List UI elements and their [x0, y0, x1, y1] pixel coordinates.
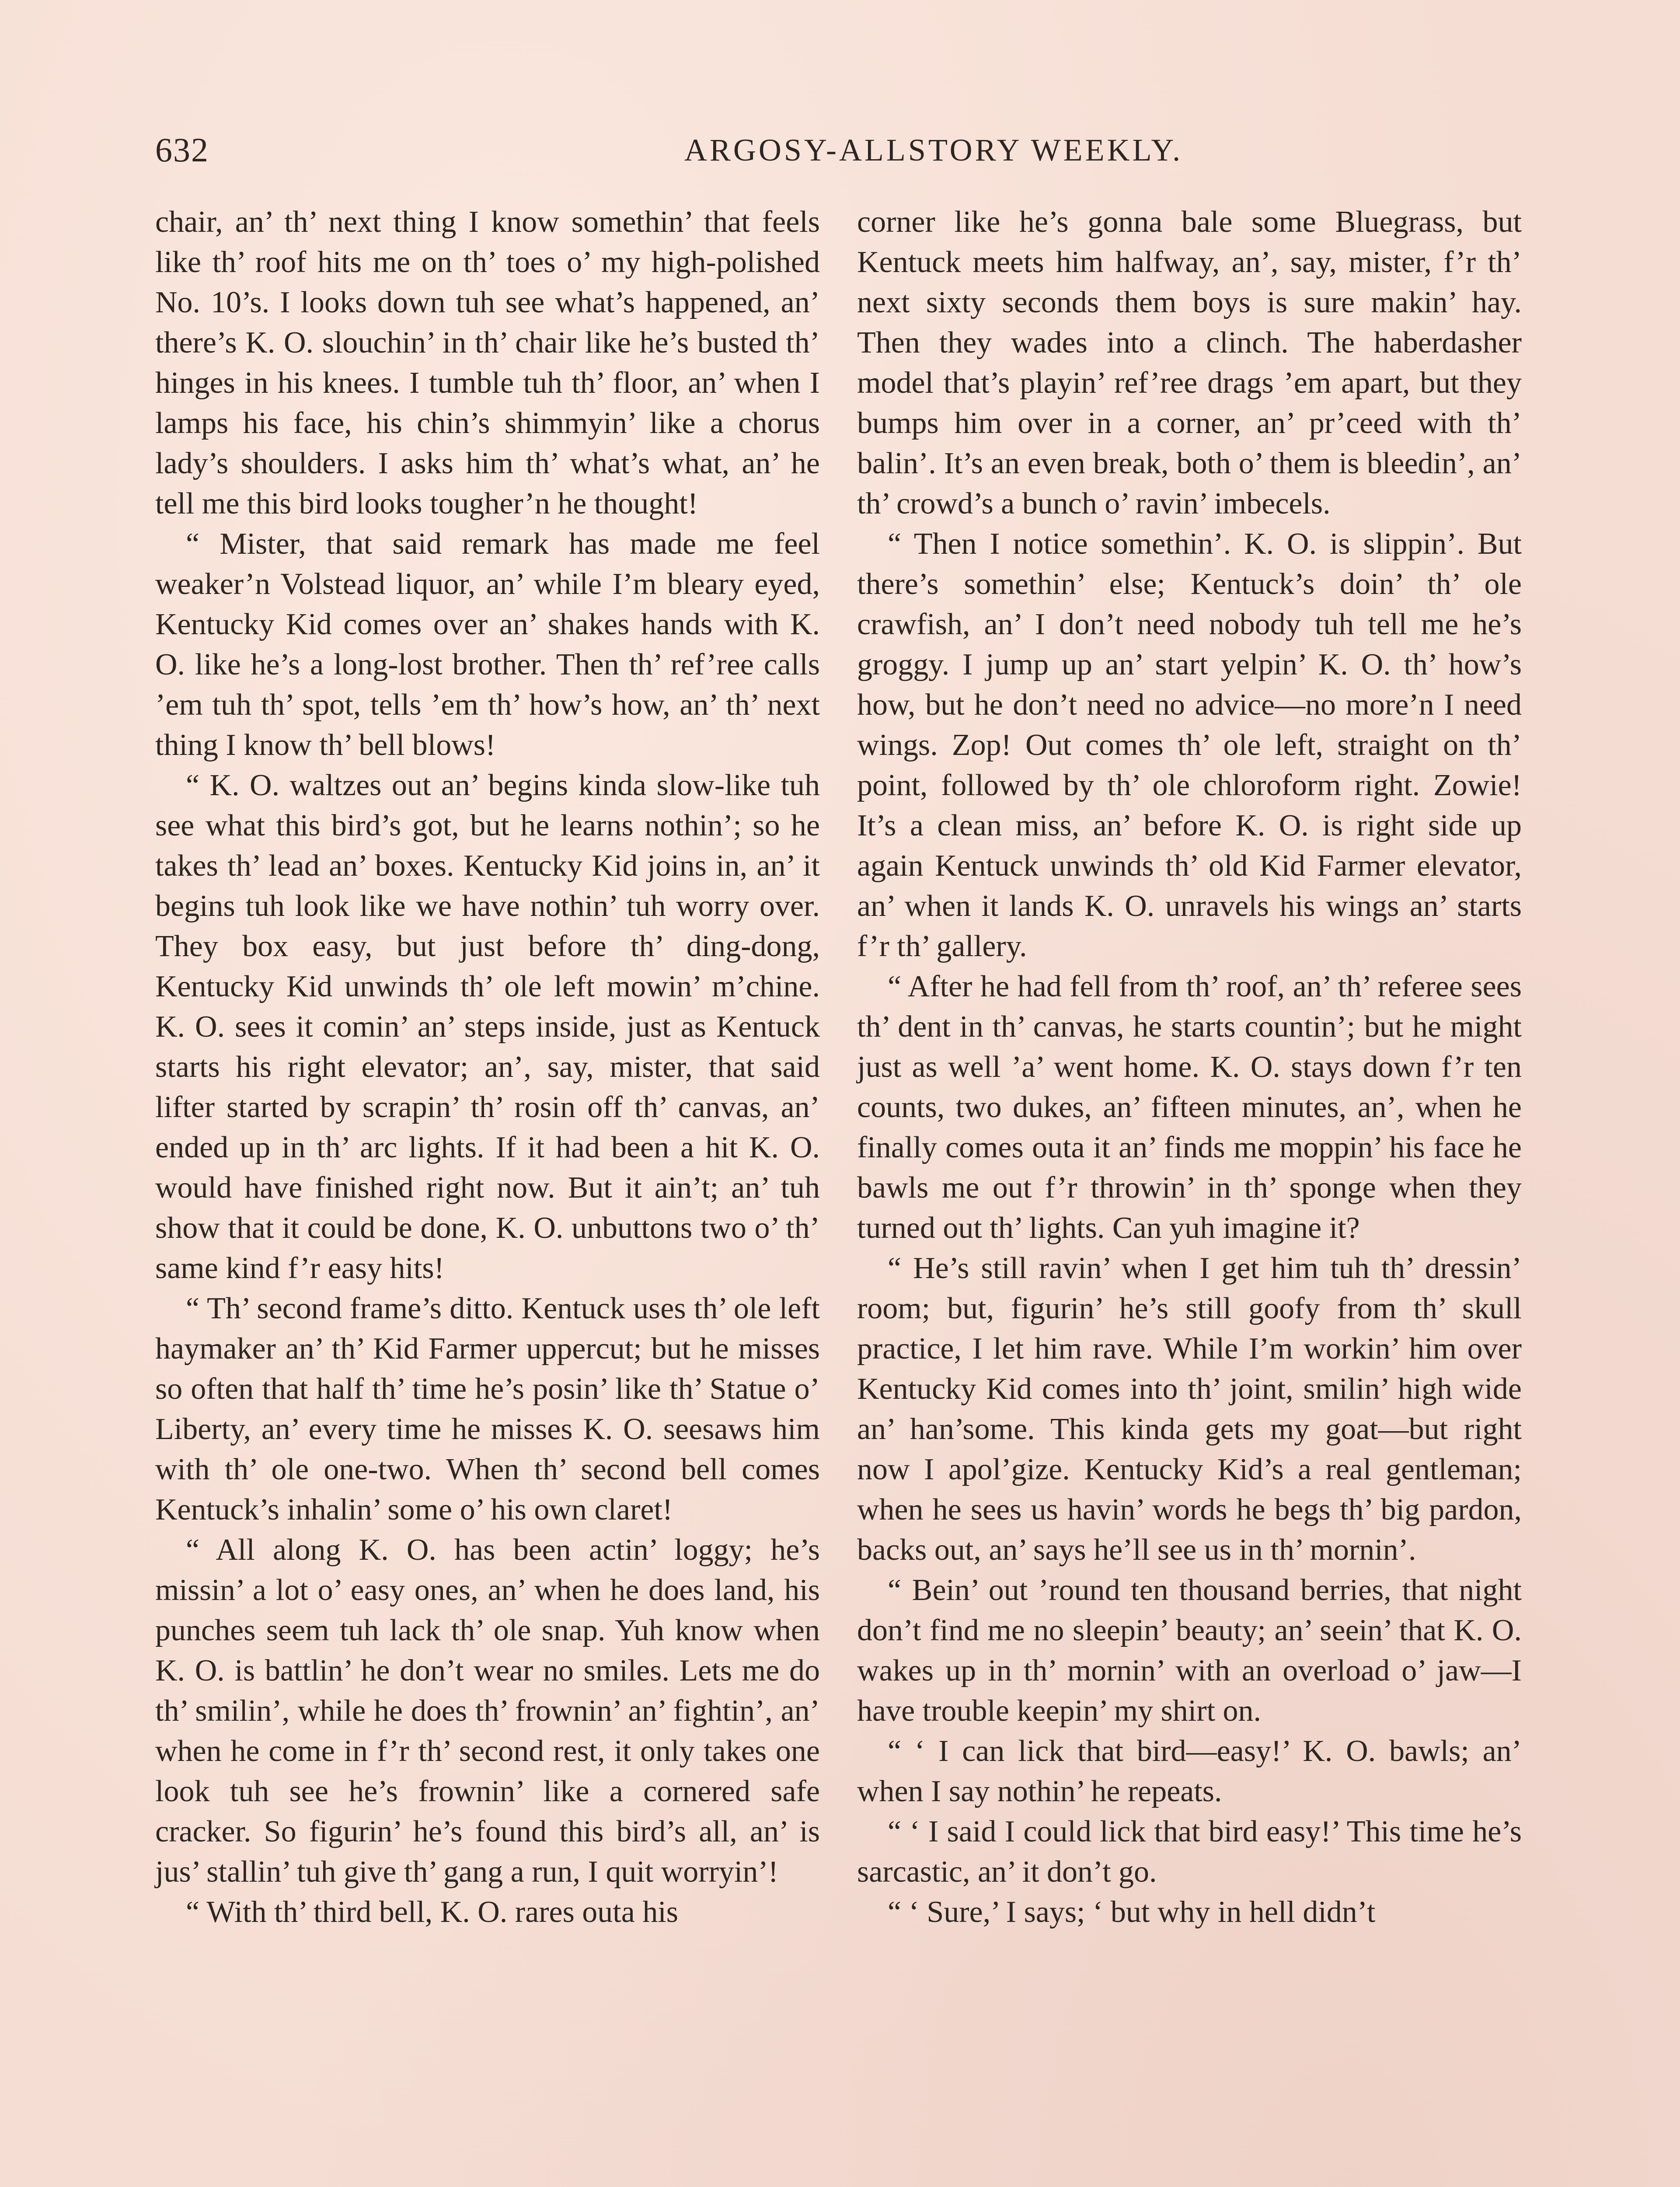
paragraph: “ After he had fell from th’ roof, an’ th’ referee sees th’ dent in th’ canvas, he starts countin’; but he might just as well ’a’ went home. K. O. stays down f’r ten counts, two dukes, an’ fifteen minutes, an’, when he finally comes outa it an’ finds me moppin’ his face he bawls me out f’r throwin’ in th’ sponge when they turned out th’ lights. Can yuh imagine it? [857, 970, 1522, 1245]
paragraph: “ ‘ Sure,’ I says; ‘ but why in hell didn’t [888, 1895, 1376, 1929]
paragraph: “ Then I notice somethin’. K. O. is slippin’. But there’s somethin’ else; Kentuck’s doin’ th’ ole crawfish, an’ I don’t need nobody tuh tell me he’s groggy. I jump up an’ start yelpin’ K. O. th’ how’s how, but he don’t need no advice—no more’n I need wings. Zop! Out comes th’ ole left, straight on th’ point, followed by th’ ole chloroform right. Zowie! It’s a clean miss, an’ before K. O. is right side up again Kentuck unwinds th’ old Kid Farmer elevator, an’ when it lands K. O. unravels his wings an’ starts f’r th’ gallery. [857, 527, 1522, 963]
right-column [857, 202, 1522, 1932]
running-title: ARGOSY-ALLSTORY WEEKLY. [684, 133, 1183, 168]
paragraph: “ Bein’ out ’round ten thousand berries, that night don’t find me no sleepin’ beauty; an’ seein’ that K. O. wakes up in th’ mornin’ with an overload o’ jaw—I have trouble keepin’ my shirt on. [857, 1573, 1522, 1728]
paragraph: “ With th’ third bell, K. O. rares outa his [186, 1895, 679, 1929]
paragraph: “ K. O. waltzes out an’ begins kinda slow-like tuh see what this bird’s got, but he learns nothin’; so he takes th’ lead an’ boxes. Kentucky Kid joins in, an’ it begins tuh look like we have nothin’ tuh worry over. They box easy, but just before th’ ding-dong, Kentucky Kid unwinds th’ ole left mowin’ m’chine. K. O. sees it comin’ an’ steps inside, just as Kentuck starts his right elevator; an’, say, mister, that said lifter started by scrapin’ th’ rosin off th’ canvas, an’ ended up in th’ arc lights. If it had been a hit K. O. would have finished right now. But it ain’t; an’ tuh show that it could be done, K. O. unbuttons two o’ th’ same kind f’r easy hits! [155, 769, 820, 1285]
paragraph: “ He’s still ravin’ when I get him tuh th’ dressin’ room; but, figurin’ he’s still goofy from th’ skull practice, I let him rave. While I’m workin’ him over Kentucky Kid comes into th’ joint, smilin’ high wide an’ han’some. This kinda gets my goat—but right now I apol’gize. Kentucky Kid’s a real gentleman; when he sees us havin’ words he begs th’ big pardon, backs out, an’ says he’ll see us in th’ mornin’. [857, 1251, 1522, 1567]
paragraph: “ ‘ I can lick that bird—easy!’ K. O. bawls; an’ when I say nothin’ he repeats. [857, 1734, 1522, 1808]
paragraph: corner like he’s gonna bale some Bluegrass, but Kentuck meets him halfway, an’, say, mister, f’r th’ next sixty seconds them boys is sure makin’ hay. Then they wades into a clinch. The haberdasher model that’s playin’ ref’ree drags ’em apart, but they bumps him over in a corner, an’ pr’ceed with th’ balin’. It’s an even break, both o’ them is bleedin’, an’ th’ crowd’s a bunch o’ ravin’ imbecels. [857, 205, 1522, 521]
paragraph: “ Th’ second frame’s ditto. Kentuck uses th’ ole left haymaker an’ th’ Kid Farmer uppercut; but he misses so often that half th’ time he’s posin’ like th’ Statue o’ Liberty, an’ every time he misses K. O. seesaws him with th’ ole one-two. When th’ second bell comes Kentuck’s inhalin’ some o’ his own claret! [155, 1292, 820, 1527]
page-header [155, 126, 1520, 174]
paragraph: chair, an’ th’ next thing I know somethin’ that feels like th’ roof hits me on th’ toes o’ my high-polished No. 10’s. I looks down tuh see what’s happened, an’ there’s K. O. slouchin’ in th’ chair like he’s busted th’ hinges in his knees. I tumble tuh th’ floor, an’ when I lamps his face, his chin’s shimmyin’ like a chorus lady’s shoulders. I asks him th’ what’s what, an’ he tell me this bird looks tougher’n he thought! [155, 205, 820, 521]
paragraph: “ All along K. O. has been actin’ loggy; he’s missin’ a lot o’ easy ones, an’ when he does land, his punches seem tuh lack th’ ole snap. Yuh know when K. O. is battlin’ he don’t wear no smiles. Lets me do th’ smilin’, while he does th’ frownin’ an’ fightin’, an’ when he come in f’r th’ second rest, it only takes one look tuh see he’s frownin’ like a cornered safe cracker. So figurin’ he’s found this bird’s all, an’ is jus’ stallin’ tuh give th’ gang a run, I quit worryin’! [155, 1533, 820, 1889]
paragraph: “ ‘ I said I could lick that bird easy!’ This time he’s sarcastic, an’ it don’t go. [857, 1815, 1522, 1889]
page-number: 632 [155, 131, 209, 169]
left-column [155, 202, 820, 1932]
paragraph: “ Mister, that said remark has made me feel weaker’n Volstead liquor, an’ while I’m bleary eyed, Kentucky Kid comes over an’ shakes hands with K. O. like he’s a long-lost brother. Then th’ ref’ree calls ’em tuh th’ spot, tells ’em th’ how’s how, an’ th’ next thing I know th’ bell blows! [155, 527, 820, 762]
